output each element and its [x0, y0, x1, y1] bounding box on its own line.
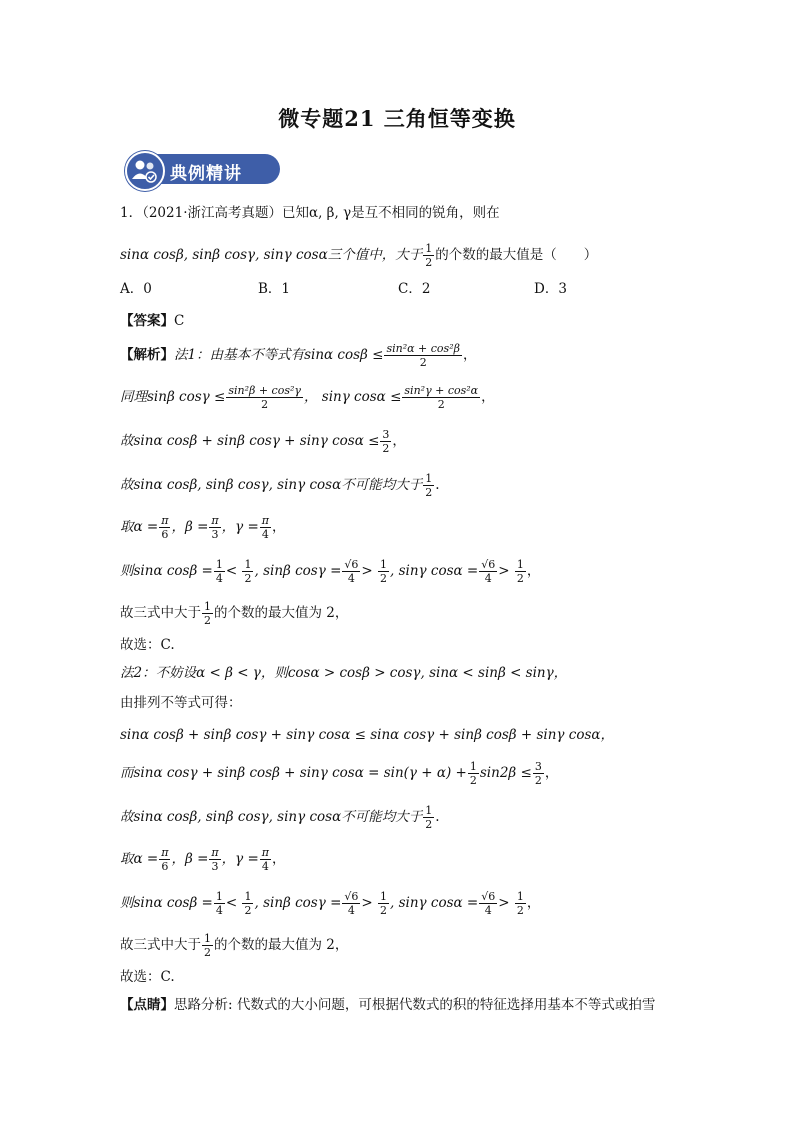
fraction: $\frac{\text{sin²α + cos²β}}{2}$ [386, 342, 460, 369]
analysis-line-6: 则sinα cosβ = $\frac{1}{4}$ < $\frac{1}{2}$ , sinβ cosγ = $\frac{√6}{4}$ > $\frac{1}{2}$ , sinγ cosα = $\frac{√6}{4}$ > $\frac{1}{2}$ ， [120, 558, 541, 585]
method2-line-2: 由排列不等式可得： [120, 695, 242, 711]
method2-line-8: 故三式中大于 $\frac{1}{2}$ 的个数的最大值为 2， [120, 932, 349, 959]
analysis-line-7: 故三式中大于 $\frac{1}{2}$ 的个数的最大值为 2， [120, 600, 349, 627]
analysis-line-4: 故sinα cosβ, sinβ cosγ, sinγ cosα不可能均大于 $\frac{1}{2}$ . [120, 472, 440, 499]
fraction-half: $\frac{1}{2}$ [425, 472, 433, 499]
fraction: $\frac{\text{sin²γ + cos²α}}{2}$ [404, 384, 479, 411]
choice-d[interactable]: D．3 [534, 281, 567, 297]
analysis-line-3: 故sinα cosβ + sinβ cosγ + sinγ cosα ≤ $\frac{3}{2}$ ， [120, 428, 406, 455]
analysis-tag: 【解析】 [120, 347, 174, 363]
question-line-2 [120, 242, 597, 269]
fraction-half: $\frac{1}{2}$ [425, 242, 433, 269]
analysis-line-2: 同理sinβ cosγ ≤ $\frac{\text{sin²β + cos²γ}}{2}$ ， sinγ cosα ≤ $\frac{\text{sin²γ + cos²α}}{2}$ ， [120, 384, 495, 411]
question-intro: 1．（2021·浙江高考真题）已知α, β, γ是互不相同的锐角，则在 [120, 205, 500, 221]
analysis-choose-1: 故选：C. [120, 637, 175, 653]
choice-b[interactable]: B．1 [258, 281, 291, 297]
comment-line [120, 996, 655, 1014]
choice-a[interactable]: A．0 [120, 281, 152, 297]
answer-tag: 【答案】 [120, 313, 174, 329]
method2-line-6: 取α = $\frac{\pi}{6}$ ，β = $\frac{\pi}{3}$ ，γ = $\frac{\pi}{4}$ ， [120, 846, 286, 873]
question-expr: sinα cosβ, sinβ cosγ, sinγ cosα三个值中，大于 [120, 247, 423, 263]
comment-text: 思路分析: 代数式的大小问题，可根据代数式的积的特征选择用基本不等式或拍雪 [174, 997, 656, 1013]
answer-value: C [174, 313, 185, 329]
method2-line-7: 则sinα cosβ = $\frac{1}{4}$ < $\frac{1}{2}$ , sinβ cosγ = $\frac{√6}{4}$ > $\frac{1}{2}$ , sinγ cosα = $\frac{√6}{4}$ > $\frac{1}{2}$ ， [120, 890, 541, 917]
analysis-line-1: 【解析】法1：由基本不等式有sinα cosβ ≤ $\frac{\text{sin²α + cos²β}}{2}$ ， [120, 342, 477, 369]
banner-label: 典例精讲 [170, 164, 242, 184]
fraction: $\frac{\text{sin²β + cos²γ}}{2}$ [228, 384, 301, 411]
choice-c[interactable]: C．2 [398, 281, 431, 297]
answer-line [120, 312, 184, 330]
section-banner [122, 150, 282, 188]
fraction: $\frac{3}{2}$ [382, 428, 390, 455]
method2-line-3: sinα cosβ + sinβ cosγ + sinγ cosα ≤ sinα cosγ + sinβ cosβ + sinγ cosα， [120, 727, 615, 743]
analysis-choose-2: 故选：C. [120, 969, 175, 985]
method2-line-4: 而sinα cosγ + sinβ cosβ + sinγ cosα = sin(γ + α) + $\frac{1}{2}$ sin2β ≤ $\frac{3}{2}$ ， [120, 760, 559, 787]
people-check-icon [125, 151, 165, 191]
page-title: 微专题21 三角恒等变换 [278, 106, 516, 131]
analysis-line-5: 取α = $\frac{\pi}{6}$ ，β = $\frac{\pi}{3}$ ，γ = $\frac{\pi}{4}$ ， [120, 514, 286, 541]
method2-line-1: 法2：不妨设α < β < γ，则cosα > cosβ > cosγ, sinα < sinβ < sinγ， [120, 665, 568, 681]
comment-tag: 【点睛】 [120, 997, 174, 1013]
method2-line-5: 故sinα cosβ, sinβ cosγ, sinγ cosα不可能均大于 $\frac{1}{2}$ . [120, 804, 440, 831]
question-tail: 的个数的最大值是（ ） [435, 247, 598, 263]
